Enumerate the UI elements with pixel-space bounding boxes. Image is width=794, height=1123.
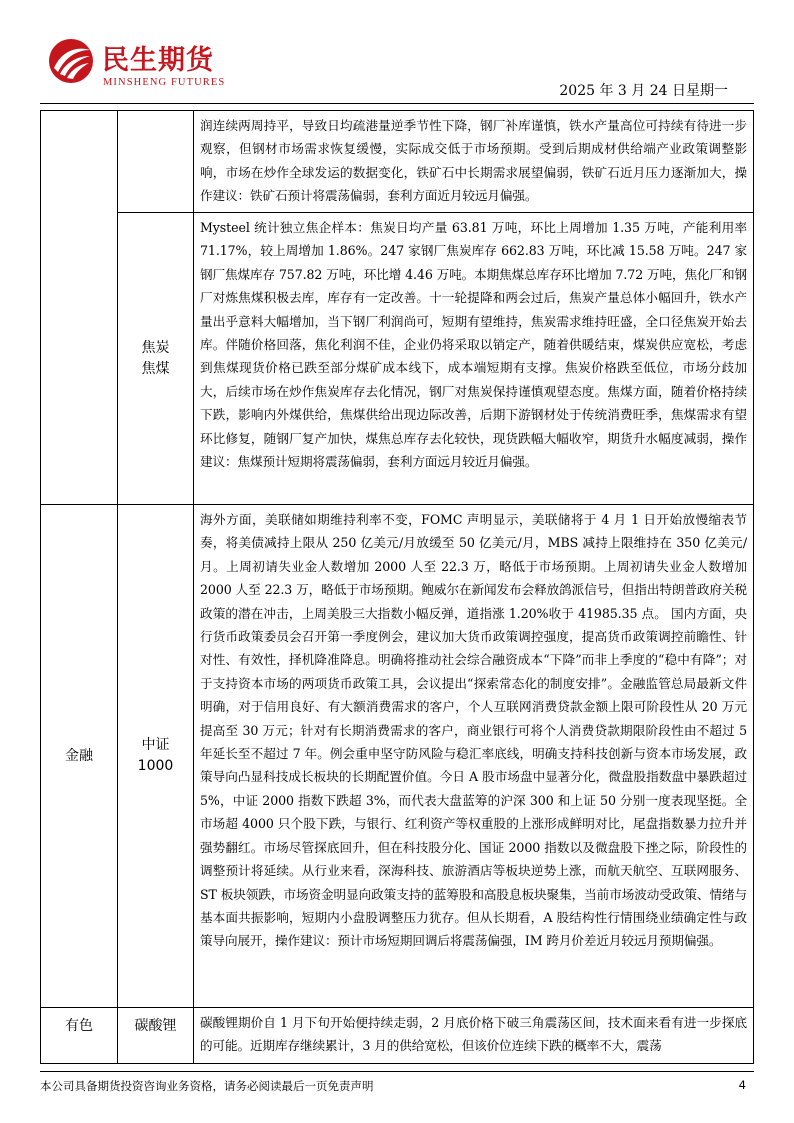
table-row: [41, 1008, 754, 1064]
commodity-table: [40, 110, 754, 1064]
subcategory-label: 焦煤: [141, 360, 170, 377]
category-cell: [41, 111, 118, 505]
subcategory-cell: [118, 111, 194, 213]
analysis-text: 润连续两周持平，导致日均疏港量逆季节性下降，钢厂补库谨慎，铁水产量高位可持续有待进一步观察，但钢材市场需求恢复缓慢，实际成交低于市场预期。受到后期成材供给端产业政策调整影响，市场在炒作全球发运的数据变化，铁矿石中长期需求展望偏弱，铁矿石近月压力逐渐加大，操作建议：铁矿石预计将震荡偏弱，套利方面近月较远月偏强。: [194, 111, 754, 213]
category-cell: [41, 505, 118, 1008]
page-header: [0, 0, 794, 106]
report-date: 2025 年 3 月 24 日星期一: [559, 83, 728, 99]
analysis-text: Mysteel 统计独立焦企样本：焦炭日均产量 63.81 万吨，环比上周增加 1.35 万吨，产能利用率 71.17%，较上周增加 1.86%。247 家钢厂焦炭库存 662.83 万吨，环比减 15.58 万吨。247 家钢厂焦煤库存 757.82 万吨，环比增 4.46 万吨。本期焦煤总库存环比增加 7.72 万吨，焦化厂和钢厂对炼焦煤积极去库，库存有一定改善。十一轮提降和两会过后，焦炭产量总体小幅回升，铁水产量出乎意料大幅增加，当下钢厂利润尚可，短期有望维持，焦炭需求维持旺盛，全口径焦炭开始去库。伴随价格回落，焦化利润不佳，企业仍将采取以销定产，随着供暖结束，煤炭供应宽松，考虑到焦煤现货价格已跌至部分煤矿成本线下，成本端短期有支撑。焦炭价格跌至低位，市场分歧加大，后续市场在炒作焦炭库存去化情况，钢厂对焦炭保持谨慎观望态度。焦煤方面，随着价格持续下跌，影响内外煤供给，焦煤供给出现边际改善，后期下游钢材处于传统消费旺季，焦煤需求有望环比修复，随钢厂复产加快，煤焦总库存去化较快，现货跌幅大幅收窄，期货升水幅度减弱，操作建议：焦煤预计短期将震荡偏弱，套利方面远月较近月偏强。: [194, 213, 754, 505]
analysis-text: 碳酸锂期价自 1 月下旬开始便持续走弱，2 月底价格下破三角震荡区间，技术面来看有进一步探底的可能。近期库存继续累计，3 月的供给宽松，但该价位连续下跌的概率不大，震荡: [194, 1008, 754, 1064]
subcategory-label: 1000: [137, 758, 174, 774]
subcategory-label: 焦炭: [141, 339, 170, 356]
category-label: 金融: [65, 747, 93, 764]
table-row: [41, 111, 754, 213]
analysis-text: 海外方面，美联储如期维持利率不变，FOMC 声明显示，美联储将于 4 月 1 日开始放慢缩表节奏，将美债减持上限从 250 亿美元/月放缓至 50 亿美元/月，MBS 减持上限维持在 350 亿美元/月。上周初请失业金人数增加 2000 人至 22.3 万，略低于市场预期。上周初请失业金人数增加 2000 人至 22.3 万，略低于市场预期。鲍威尔在新闻发布会释放鸽派信号，但指出特朗普政府关税政策的潜在冲击，上周美股三大指数小幅反弹，道指涨 1.20%收于 41985.35 点。 国内方面，央行货币政策委员会召开第一季度例会，建议加大货币政策调控强度，提高货币政策调控前瞻性、针对性、有效性，择机降准降息。明确将推动社会综合融资成本“下降”而非上季度的“稳中有降”；对于支持资本市场的两项货币政策工具，会议提出“探索常态化的制度安排”。金融监管总局最新文件明确，对于信用良好、有大额消费需求的客户，个人互联网消费贷款金额上限可阶段性从 20 万元提高至 30 万元；针对有长期消费需求的客户，商业银行可将个人消费贷款期限阶段性由不超过 5 年延长至不超过 7 年。例会重申坚守防风险与稳汇率底线，明确支持科技创新与资本市场发展，政策导向凸显科技成长板块的长期配置价值。今日 A 股市场盘中显著分化，微盘股指数盘中暴跌超过 5%，中证 2000 指数下跌超 3%，而代表大盘蓝筹的沪深 300 和上证 50 分别一度表现坚挺。全市场超 4000 只个股下跌，与银行、红利资产等权重股的上涨形成鲜明对比，尾盘指数暴力拉升并强势翻红。市场尽管探底回升，但在科技股分化、国证 2000 指数以及微盘股下挫之际，阶段性的调整预计将延续。从行业来看，深海科技、旅游酒店等板块逆势上涨，而航天航空、互联网服务、ST 板块领跌，市场资金明显向政策支持的蓝筹股和高股息板块聚集，当前市场波动受政策、情绪与基本面共振影响，短期内小盘股调整压力犹存。但从长期看，A 股结构性行情围绕业绩确定性与政策导向展开，操作建议：预计市场短期回调后将震荡偏强，IM 跨月价差近月较远月预期偏强。: [194, 505, 754, 1008]
footer-disclaimer: 本公司具备期货投资咨询业务资格，请务必阅读最后一页免责声明: [40, 1079, 374, 1093]
header-divider: [40, 103, 754, 104]
brand-name-en: MINSHENG FUTURES: [103, 77, 226, 88]
category-label: 有色: [65, 1018, 93, 1034]
category-cell: [41, 1008, 118, 1064]
subcategory-cell: [118, 213, 194, 505]
subcategory-cell: [118, 505, 194, 1008]
brand-name-cn: 民生期货: [102, 45, 214, 76]
subcategory-cell: [118, 1008, 194, 1064]
table-row: [41, 213, 754, 505]
subcategory-label: 中证: [141, 737, 170, 753]
footer-divider: [40, 1071, 754, 1072]
table-row: [41, 505, 754, 1008]
subcategory-label: 碳酸锂: [134, 1018, 177, 1034]
page-number: 4: [738, 1078, 746, 1092]
minsheng-logo-icon: [48, 38, 94, 84]
